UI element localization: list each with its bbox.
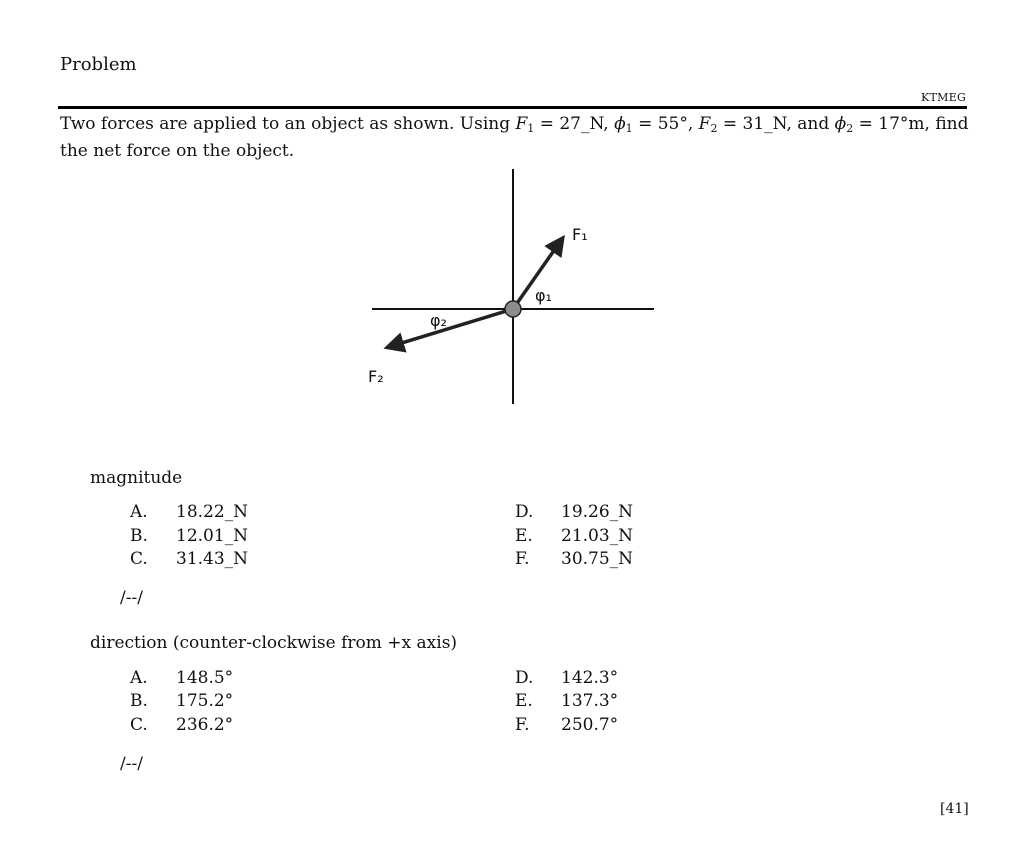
option-value: 30.75_N [561,549,634,569]
option-letter: F. [515,549,530,569]
problem-code: KTMEG [921,91,967,104]
force-vector-F2 [387,309,513,348]
label-phi1: φ₁ [535,286,552,305]
option-letter: C. [130,549,148,569]
value-phi2: = 17°m, find [853,114,969,134]
page-number: [41] [940,801,969,817]
symbol-phi2: ϕ [834,114,847,134]
option-letter: C. [130,715,148,735]
header-rule [58,106,967,109]
symbol-F1: F [515,114,528,134]
symbol-F2-subscript: 2 [710,122,718,135]
option-value: 18.22_N [176,502,249,522]
statement-line2: the net force on the object. [60,141,295,161]
answer-separator: /--/ [120,588,143,608]
option-letter: F. [515,715,530,735]
option-value: 19.26_N [561,502,634,522]
option-letter: A. [130,668,148,688]
label-phi2: φ₂ [430,311,447,330]
label-F2: F₂ [368,367,384,386]
value-F1: = 27_N, [534,114,615,134]
option-letter: D. [515,668,534,688]
value-F2: = 31_N, and [717,114,835,134]
option-letter: E. [515,691,533,711]
force-diagram [360,164,670,414]
symbol-F1-subscript: 1 [527,122,535,135]
question-label-magnitude: magnitude [90,468,183,488]
option-value: 175.2° [176,691,234,711]
label-F1: F₁ [572,225,588,244]
option-value: 137.3° [561,691,619,711]
option-value: 148.5° [176,668,234,688]
problem-heading: Problem [60,54,137,75]
option-value: 31.43_N [176,549,249,569]
answer-separator: /--/ [120,754,143,774]
option-letter: D. [515,502,534,522]
statement-text-before: Two forces are applied to an object as shown. Using [60,114,516,134]
option-letter: B. [130,526,148,546]
symbol-phi1-subscript: 1 [625,122,633,135]
option-value: 12.01_N [176,526,249,546]
question-label-direction: direction (counter-clockwise from +x axis) [90,633,458,653]
option-letter: A. [130,502,148,522]
option-value: 250.7° [561,715,619,735]
option-value: 236.2° [176,715,234,735]
problem-statement [60,113,970,163]
object-dot [505,301,521,317]
symbol-F2: F [698,114,711,134]
option-value: 21.03_N [561,526,634,546]
option-letter: B. [130,691,148,711]
value-phi1: = 55°, [632,114,699,134]
option-letter: E. [515,526,533,546]
symbol-phi2-subscript: 2 [846,122,854,135]
option-value: 142.3° [561,668,619,688]
symbol-phi1: ϕ [614,114,626,134]
